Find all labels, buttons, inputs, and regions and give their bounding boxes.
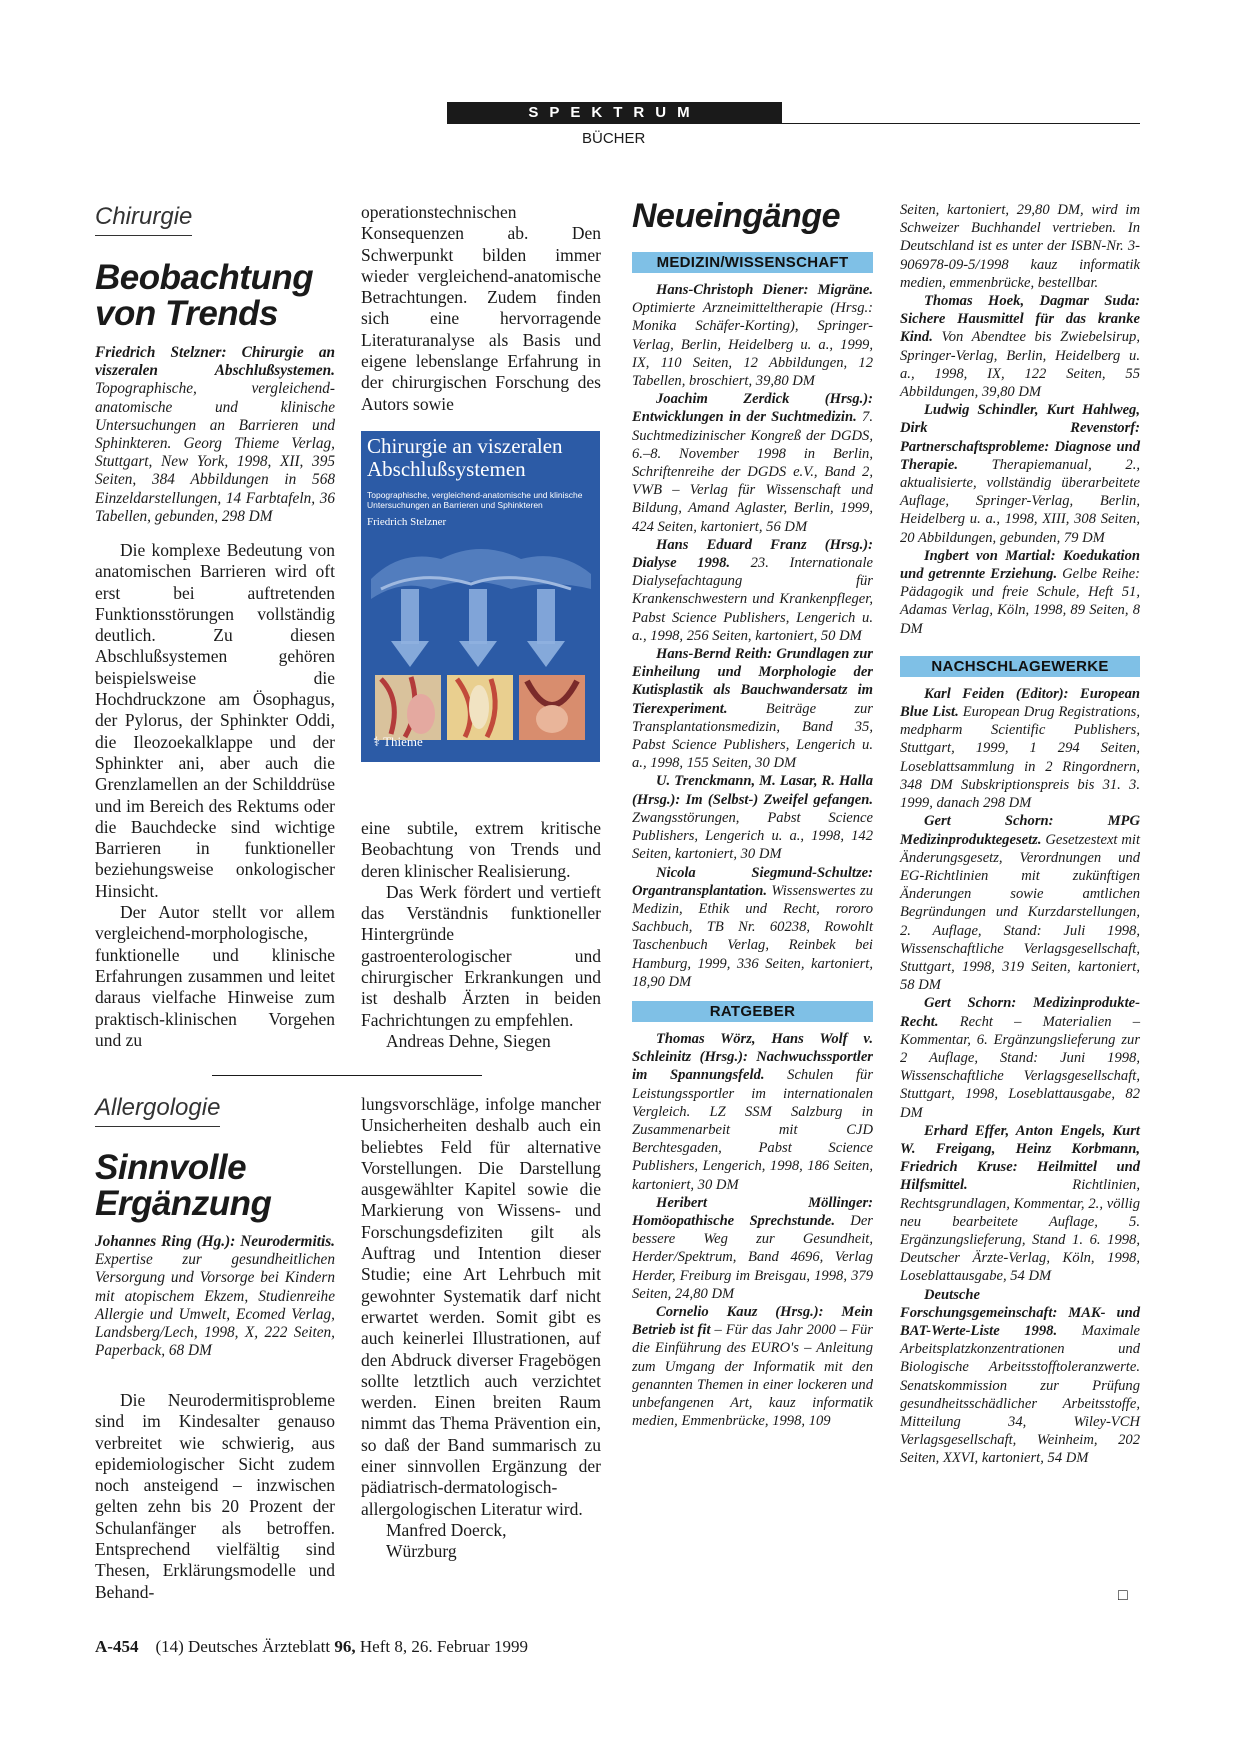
book-entry-details: Recht – Materialien – Kommentar, 6. Ergänzungslieferung zur 2 Auflage, Stand: Juni 1998, Wissenschaftliche Verlagsgesellschaft, Stuttgart, 1998, Loseblattausgabe, 82 DM xyxy=(900,1013,1140,1121)
article2-body-col2 xyxy=(361,1094,601,1563)
book-entry xyxy=(632,864,873,991)
article1-body-col2-bottom xyxy=(361,818,601,1052)
ratgeber-list-continued xyxy=(900,292,1140,638)
article1-paragraph: operationstechnischen Konsequenzen ab. Den Schwerpunkt bilden immer wieder vergleichend-anatomische Betrachtungen. Zudem finden sich eine hervorragende Literaturanalyse als Basis und eigene lebenslange Erfahrung in der chirurgischen Forschung des Autors sowie xyxy=(361,202,601,414)
category-nachschlagewerke: NACHSCHLAGEWERKE xyxy=(900,656,1140,677)
cover-publisher: Thieme xyxy=(383,734,423,749)
article2-signature: Würzburg xyxy=(386,1541,457,1562)
article1-bibliography xyxy=(95,344,335,526)
book-entry-details: Wissenswertes zu Medizin, Ethik und Recht, rororo Sachbuch, TB Nr. 60238, Rowohlt Taschenbuch Verlag, Reinbek bei Hamburg, 1999, 336 Seiten, kartoniert, 18,90 DM xyxy=(632,882,873,990)
book-entry xyxy=(900,812,1140,994)
book-entry xyxy=(900,685,1140,812)
article2-paragraph: lungsvorschläge, infolge mancher Unsicherheiten deshalb auch ein beliebtes Feld für alternative Vorstellungen. Die Darstellung ausgewählter Kapitel sowie die Markierung von Wissens- und Forschungsdefiziten gilt als Auftrag und Intention dieser Studie; eine Art Lehrbuch mit gewohnter Systematik darf nicht erwartet werden. Somit gibt es auch keinerlei Illustrationen, auf den Abdruck diverser Fragebögen sollte letztlich auch verzichtet werden. Einen breiten Raum nimmt das Thema Prävention ein, so daß der Band summarisch zu einer sinnvollen Ergänzung der pädiatrisch-dermatologisch-allergologischen Literatur wird. xyxy=(361,1094,601,1519)
page-number: A-454 xyxy=(95,1637,139,1656)
footer-volume: 96, xyxy=(334,1637,356,1656)
book-entry-title: Hans-Christoph Diener: Migräne. xyxy=(656,282,873,298)
article1-signature: Andreas Dehne, Siegen xyxy=(386,1030,551,1051)
book-entry-title: Joachim Zerdick (Hrsg.): Entwicklungen in der Suchtmedizin. xyxy=(632,391,873,426)
book-entry xyxy=(900,1122,1140,1286)
book-entry xyxy=(632,772,873,863)
book-entry xyxy=(632,1030,873,1194)
book-cover-image xyxy=(361,431,600,762)
book-entry-title: Karl Feiden (Editor): European Blue List. xyxy=(900,685,1140,721)
cover-author: Friedrich Stelzner xyxy=(367,516,447,528)
book-entry-title: Deutsche Forschungsgemeinschaft: MAK- und BAT-Werte-Liste 1998. xyxy=(900,1286,1140,1339)
book-entry-title: Heribert Möllinger: Homöopathische Sprechstunde. xyxy=(632,1194,873,1229)
book-entry xyxy=(900,292,1140,401)
book-entry-title: Cornelio Kauz (Hrsg.): Mein Betrieb ist fit xyxy=(632,1303,873,1339)
footer-journal: (14) Deutsches Ärzteblatt xyxy=(155,1637,335,1656)
book-entry-details: Gesetzestext mit Änderungsgesetz, Verordnungen und EG-Richtlinien mit zukünftigen Änderungen sowie amtlichen Begründungen und Kurzdarstellungen, 2. Auflage, Stand: Juli 1998, Wissenschaftliche Verlagsgesellschaft, Stuttgart, 1998, 319 Seiten, kartoniert, 58 DM xyxy=(900,831,1140,994)
cover-publisher-logo xyxy=(373,734,423,750)
book-entry-title: Nicola Siegmund-Schultze: Organtransplantation. xyxy=(632,864,873,899)
page-footer xyxy=(95,1637,528,1657)
section-banner: SPEKTRUM xyxy=(447,102,782,124)
book-entry-details: 23. Internationale Dialysefachtagung für Krankenschwestern und Krankenpfleger, Pabst Science Publishers, Lengerich u. a., 1998, 256 Seiten, kartoniert, 50 DM xyxy=(632,555,873,644)
medizin-list xyxy=(632,281,873,991)
article1-paragraph: Der Autor stellt vor allem vergleichend-morphologische, funktionelle und klinische Erfahrungen zusammen und leitet daraus vielfache Hinweise zum praktisch-klinischen Vorgehen und zu xyxy=(95,902,335,1050)
article1-paragraph: eine subtile, extrem kritische Beobachtung von Trends und deren klinischer Realisierung. xyxy=(361,818,601,881)
book-entry-details: Maximale Arbeitsplatzkonzentrationen und Biologische Arbeitsstofftoleranzwerte. Senatskommission zur Prüfung gesundheitsschädlicher Arbeitsstoffe, Mitteilung 34, Wiley-VCH Verlagsgesellschaft, Weinheim, 202 Seiten, XXVI, kartoniert, 54 DM xyxy=(900,1322,1140,1467)
book-entry xyxy=(900,994,1140,1121)
article1-paragraph: Das Werk fördert und vertieft das Verständnis funktioneller Hintergründe gastroenterologischer und chirurgischer Erkrankungen und ist deshalb Ärzten in beiden Fachrichtungen zu empfehlen. xyxy=(361,881,601,1030)
book-entry-title: Thomas Hoek, Dagmar Suda: Sichere Hausmittel für das kranke Kind. xyxy=(900,293,1140,346)
article2-body-col1 xyxy=(95,1390,335,1603)
book-entry-title: Gert Schorn: Medizinprodukte-Recht. xyxy=(900,995,1140,1030)
article2-biblio-title: Johannes Ring (Hg.): Neurodermitis. xyxy=(95,1233,335,1250)
article2-paragraph: Die Neurodermitisprobleme sind im Kindesalter genauso verbreitet wie schwierig, aus epidemiologischer Sicht zudem noch ansteigend – inzwischen gelten zehn bis 20 Prozent der Schulanfänger als betroffen. Entsprechend vielfältig sind Thesen, Erklärungsmodelle und Behand- xyxy=(95,1390,335,1602)
book-entry-details: Von Abendtee bis Zwiebelsirup, Springer-Verlag, Berlin, Heidelberg u. a., 1998, IX, 122 Seiten, 55 Abbildungen, 39,80 DM xyxy=(900,329,1140,401)
book-entry-title: Ludwig Schindler, Kurt Hahlweg, Dirk Revenstorf: Partnerschaftsprobleme: Diagnose und Therapie. xyxy=(900,402,1140,473)
cover-subtitle: Topographische, vergleichend-anatomische und klinische Untersuchungen an Barrieren und Sphinkteren xyxy=(367,490,583,510)
book-entry-title: Thomas Wörz, Hans Wolf v. Schleinitz (Hrsg.): Nachwuchssportler im Spannungsfeld. xyxy=(632,1030,873,1084)
article1-body-col1 xyxy=(95,540,335,1051)
article-divider xyxy=(212,1075,482,1076)
book-entry xyxy=(632,1303,873,1430)
neueingaenge-col4 xyxy=(900,201,1140,1468)
book-entry xyxy=(632,536,873,645)
book-entry-details: Richtlinien, Rechtsgrundlagen, Kommentar, 2., völlig neu bearbeitete Auflage, 5. Ergänzungslieferung, Stand 1. 6. 1998, Deutscher Ärzte-Verlag, Köln, 1998, Loseblattausgabe, 54 DM xyxy=(900,1177,1140,1285)
book-entry-title: Hans-Bernd Reith: Grundlagen zur Einheilung und Morphologie der Kutisplastik als Bauchwandersatz im Tierexperiment. xyxy=(632,646,873,717)
article1-kicker: Chirurgie xyxy=(95,203,192,236)
book-entry-details: Der bessere Weg zur Gesundheit, Herder/Spektrum, Band 4696, Verlag Herder, Freiburg im Breisgau, 1998, 379 Seiten, 24,80 DM xyxy=(632,1212,873,1302)
book-entry-details: – Für das Jahr 2000 – Für die Einführung des EURO's – Anleitung zum Umgang der Informatik mit den genannten Themen in einer lockeren und unbefangenen Art, kauz informatik medien, Emmenbrücke, 1998, 109 xyxy=(632,1322,873,1430)
cover-title: Chirurgie an viszeralen Abschlußsystemen xyxy=(367,434,563,481)
article2-biblio-details: Expertise zur gesundheitlichen Versorgung und Vorsorge bei Kindern mit atopischem Ekzem, Studienreihe Allergie und Umwelt, Ecomed Verlag, Landsberg/Lech, 1998, X, 222 Seiten, Paperback, 68 DM xyxy=(95,1251,335,1360)
ratgeber-list xyxy=(632,1030,873,1430)
book-entry-details: Zwangsstörungen, Pabst Science Publishers, Lengerich u. a., 1998, 142 Seiten, kartoniert, 30 DM xyxy=(632,809,873,863)
neueingaenge-col3 xyxy=(632,252,873,1430)
nachschlagewerke-list xyxy=(900,685,1140,1468)
article1-biblio-title: Friedrich Stelzner: Chirurgie an viszeralen Abschlußsystemen. xyxy=(95,344,335,380)
book-entry-details: Gelbe Reihe: Pädagogik und freie Schule, Heft 51, Adamas Verlag, Köln, 1998, 89 Seiten, 8 DM xyxy=(900,566,1140,637)
book-entry xyxy=(632,390,873,536)
book-entry-details: Beiträge zur Transplantationsmedizin, Band 35, Pabst Science Publishers, Lengerich u. a., 1998, 155 Seiten, 30 DM xyxy=(632,700,873,772)
book-entry xyxy=(900,547,1140,638)
continued-entry: Seiten, kartoniert, 29,80 DM, wird im Schweizer Buchhandel vertrieben. In Deutschland ist es unter der ISBN-Nr. 3-906978-09-5/1998 kauz informatik medien, emmenbrücke, bestellbar. xyxy=(900,202,1140,291)
article2-kicker: Allergologie xyxy=(95,1094,220,1127)
book-entry xyxy=(900,1286,1140,1468)
article1-biblio-details: Topographische, vergleichend-anatomische und klinische Untersuchungen an Barrieren und Sphinkteren. Georg Thieme Verlag, Stuttgart, New York, 1998, XII, 395 Seiten, 384 Abbildungen in 568 Einzeldarstellungen, 14 Farbtafeln, 36 Tabellen, gebunden, 298 DM xyxy=(95,380,335,525)
book-entry-title: U. Trenckmann, M. Lasar, R. Halla (Hrsg.): Im (Selbst-) Zweifel gefangen. xyxy=(632,773,873,808)
footer-issue: Heft 8, 26. Februar 1999 xyxy=(355,1637,528,1656)
header-rule xyxy=(450,123,1140,124)
book-entry xyxy=(632,281,873,390)
book-entry xyxy=(900,401,1140,547)
book-entry xyxy=(632,1194,873,1303)
cover-illustration xyxy=(361,529,600,762)
book-entry-title: Erhard Effer, Anton Engels, Kurt W. Freigang, Heinz Korbmann, Friedrich Kruse: Heilmittel und Hilfsmittel. xyxy=(900,1122,1140,1194)
thieme-logo-icon: ⚕ xyxy=(373,734,381,749)
article2-signature: Manfred Doerck, xyxy=(386,1519,507,1540)
book-entry-title: Ingbert von Martial: Koedukation und getrennte Erziehung. xyxy=(900,547,1140,583)
book-entry xyxy=(632,645,873,772)
category-ratgeber: RATGEBER xyxy=(632,1001,873,1022)
article2-headline: Sinnvolle Ergänzung xyxy=(95,1148,272,1223)
article1-headline: Beobachtung von Trends xyxy=(95,258,314,333)
book-entry-details: Optimierte Arzneimitteltherapie (Hrsg.: Monika Schäfer-Korting), Springer-Verlag, Berlin, Heidelberg u. a., 1999, IX, 110 Seiten, 12 Abbildungen, 12 Tabellen, broschiert, 39,80 DM xyxy=(632,300,873,390)
book-entry-details: 7. Suchtmedizinischer Kongreß der DGDS, 6.–8. November 1998 in Berlin, Schriftenreihe der DGDS e.V., Band 2, VWB – Verlag für Wissenschaft und Bildung, Amand Aglaster, Berlin, 1999, 424 Seiten, kartoniert, 56 DM xyxy=(632,409,873,535)
article2-bibliography xyxy=(95,1233,335,1360)
article1-paragraph: Die komplexe Bedeutung von anatomischen Barrieren wird oft erst bei auftretenden Funktionsstörungen vollständig deutlich. Zu diesen Abschlußsystemen gehören beispielsweise die Hochdruckzone am Ösophagus, der Pylorus, der Sphinkter Oddi, die Ileozoekalklappe und der Sphinkter ani, aber auch die Grenzlamellen an der Schilddrüse und im Bereich des Rektums oder die Bauchdecke sind wichtige Barrieren in funktioneller beziehungsweise onkologischer Hinsicht. xyxy=(95,540,335,901)
book-entry-details: Therapiemanual, 2., aktualisierte, vollständig überarbeitete Auflage, Springer-Verlag, Berlin, Heidelberg u. a., 1998, XIII, 308 Seiten, 20 Abbildungen, gebunden, 79 DM xyxy=(900,456,1140,546)
book-entry-title: Gert Schorn: MPG Medizinproduktegesetz. xyxy=(900,813,1140,848)
article-end-mark: □ xyxy=(1118,1587,1128,1604)
category-medizin: MEDIZIN/WISSENSCHAFT xyxy=(632,252,873,273)
book-entry-details: Schulen für Leistungssportler im internationalen Vergleich. LZ SSM Salzburg in Zusammenarbeit mit CJD Berchtesgaden, Pabst Science Publishers, Lengerich, 1998, 186 Seiten, kartoniert, 30 DM xyxy=(632,1067,874,1193)
neueingaenge-title: Neueingänge xyxy=(632,197,840,235)
book-entry-title: Hans Eduard Franz (Hrsg.): Dialyse 1998. xyxy=(632,536,873,572)
book-entry-details: European Drug Registrations, medpharm Scientific Publishers, Stuttgart, 1999, 1 294 Seiten, Loseblattsammlung in 2 Ringordnern, 348 DM Subskriptionspreis bis 31. 3. 1999, danach 298 DM xyxy=(900,704,1140,812)
subsection-label: BÜCHER xyxy=(582,130,646,147)
article1-body-col2-top xyxy=(361,202,601,415)
